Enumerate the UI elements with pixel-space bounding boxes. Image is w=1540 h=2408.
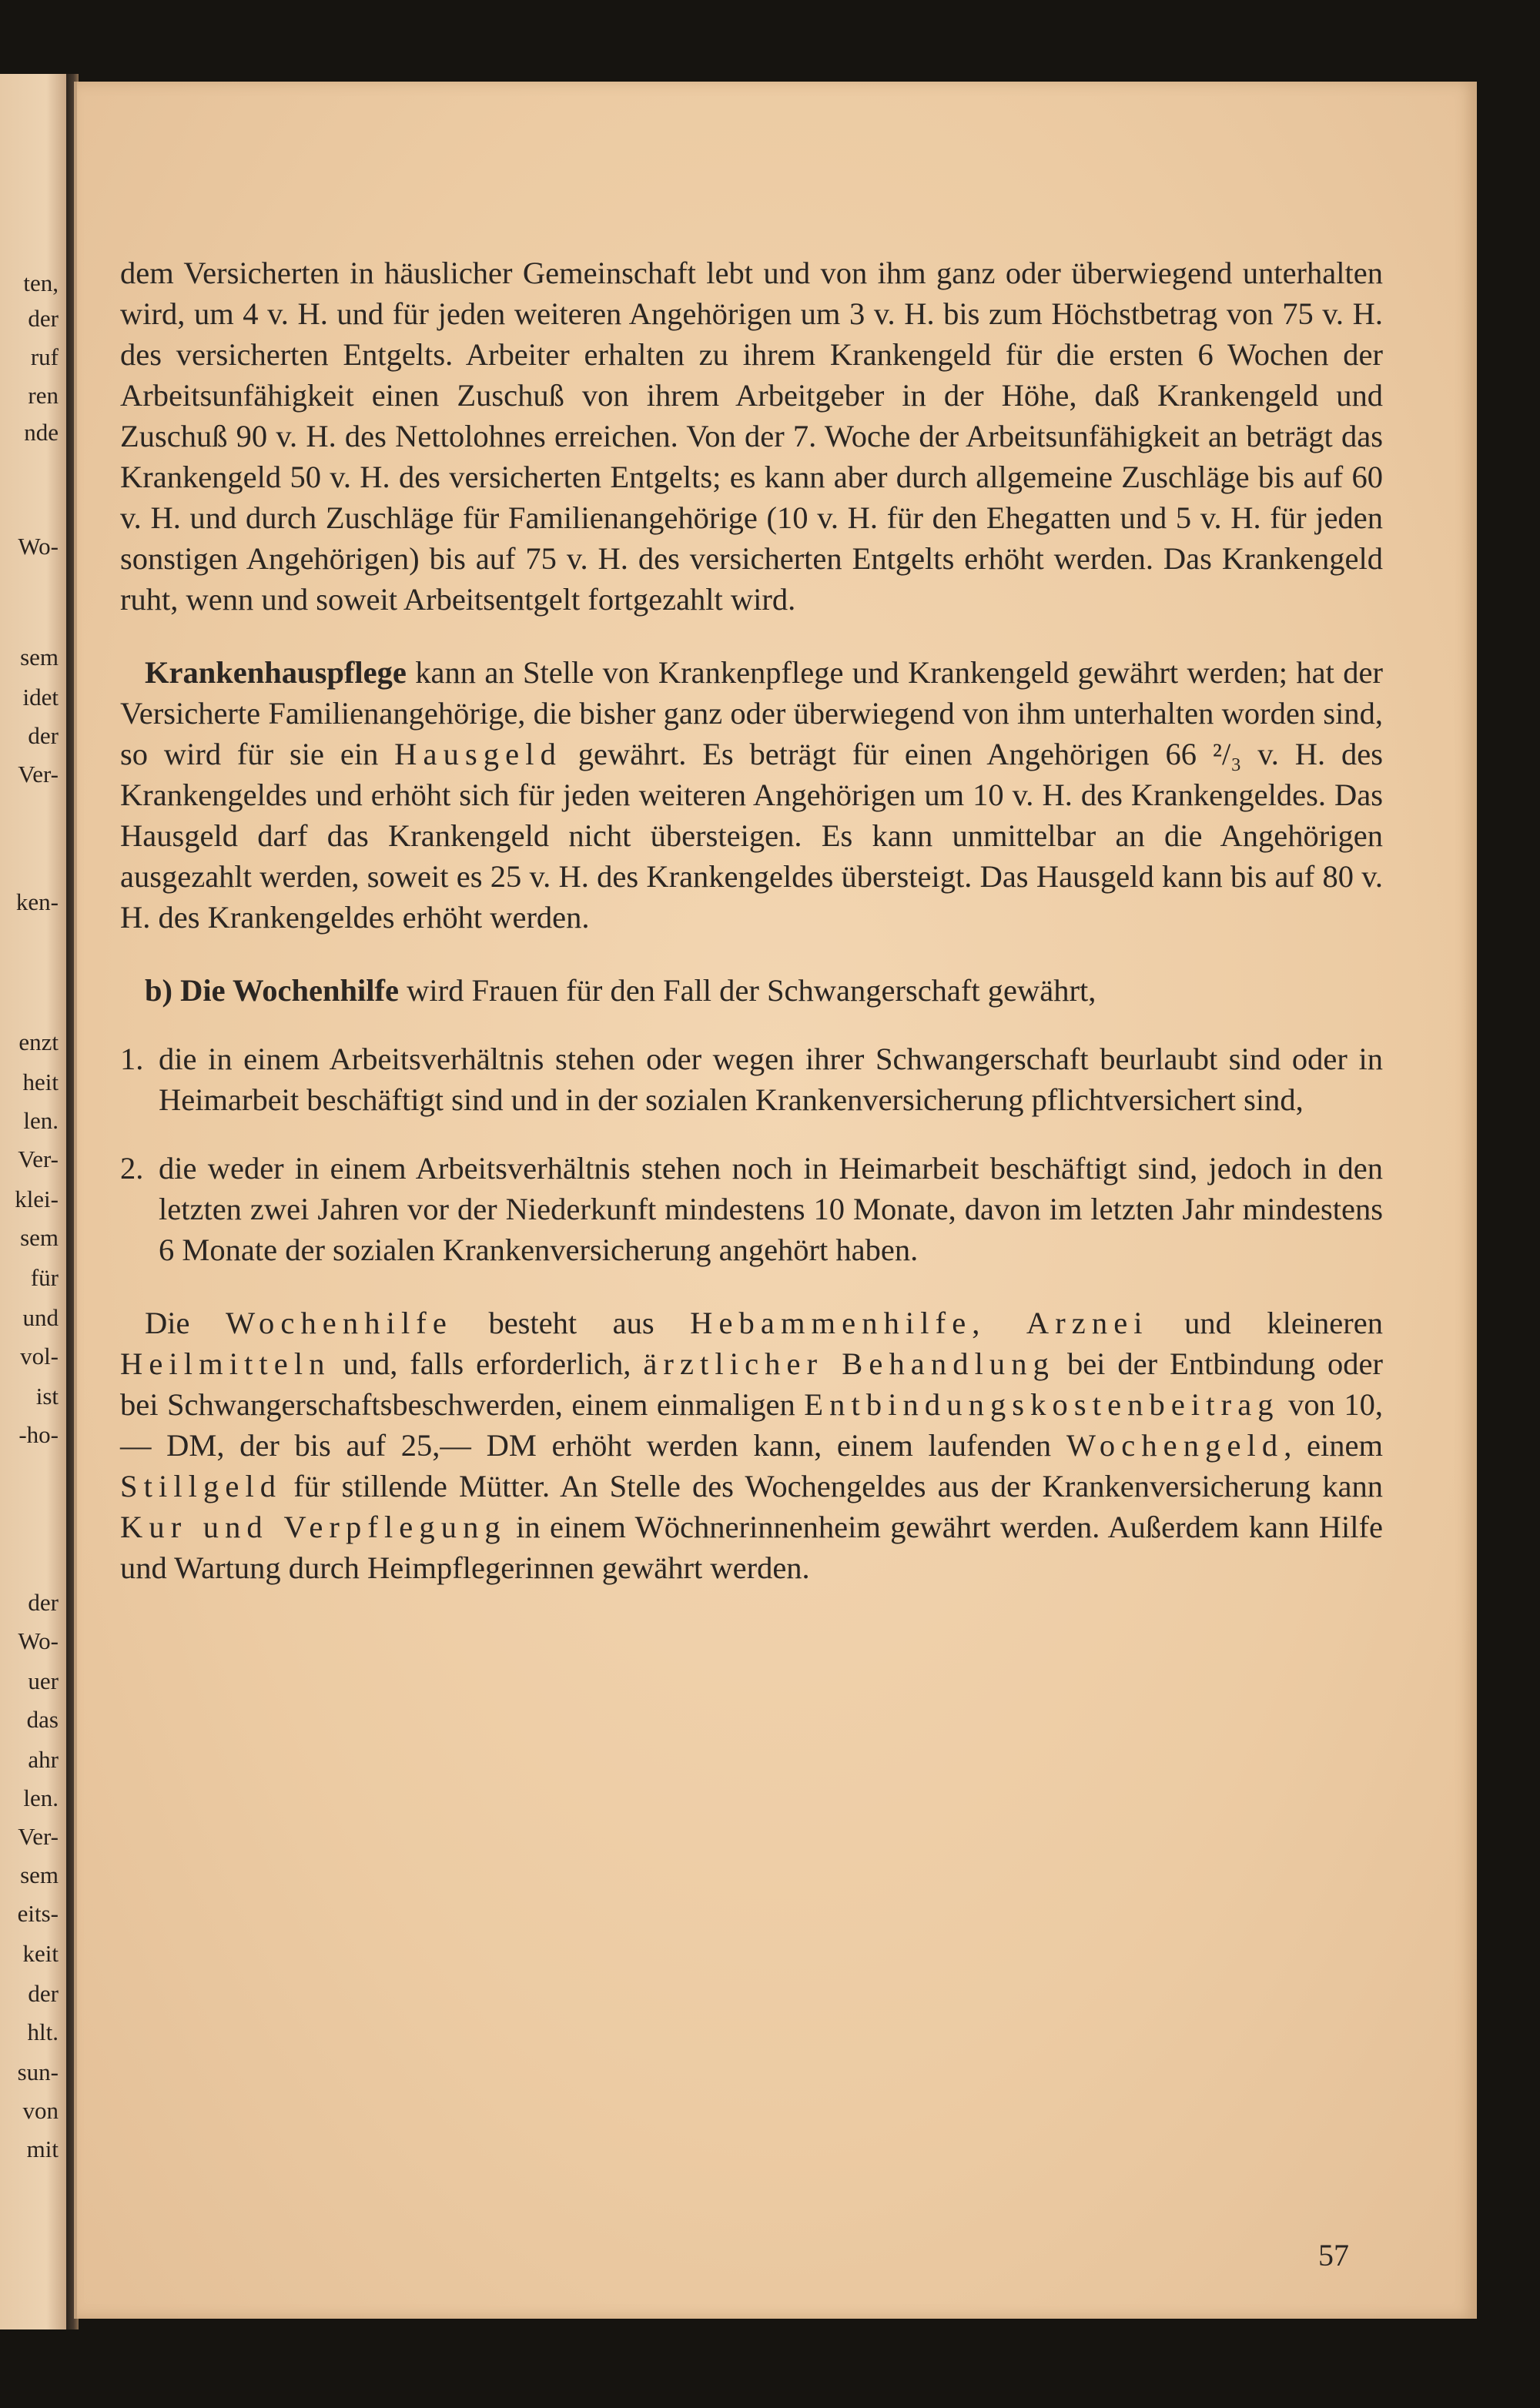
facing-page-fragment: heit	[22, 1069, 59, 1095]
list-item	[120, 1148, 1383, 1270]
list-item-number: 1.	[120, 1042, 144, 1076]
facing-page-fragment: Wo-	[18, 1627, 59, 1654]
term-spaced: Hebammenhilfe, Arznei	[690, 1306, 1149, 1340]
facing-page-fragment: von	[22, 2097, 59, 2124]
facing-page-fragment: das	[26, 1706, 59, 1733]
book-page	[74, 82, 1477, 2319]
facing-page-fragment: mit	[26, 2135, 59, 2162]
facing-page-fragment: sun-	[17, 2059, 59, 2085]
facing-page-fragment: sem	[20, 1861, 59, 1888]
paragraph-text: von 10,— DM, der bis auf 25,— DM erhöht werden kann, einem laufenden	[120, 1387, 1384, 1463]
paragraph-text: , einem	[1284, 1428, 1383, 1463]
term-spaced: Stillgeld	[120, 1469, 283, 1503]
paragraph-text: für stillende Mütter. An Stelle des Wochengeldes aus der Krankenversicherung kann	[282, 1469, 1383, 1503]
facing-page-fragment: sem	[20, 644, 59, 671]
facing-page-fragment: der	[28, 1980, 59, 2007]
facing-page-fragment: -ho-	[18, 1421, 59, 1448]
facing-page-fragment: ten,	[23, 269, 59, 296]
facing-page-fragment: vol-	[20, 1343, 59, 1370]
facing-page-fragment: der	[28, 722, 59, 749]
term-hausgeld: Hausgeld	[394, 737, 562, 771]
paragraph-text: dem Versicherten in häuslicher Gemeinschaft lebt und von ihm ganz oder überwiegend unterhalten wird, um 4 v. H. und für jeden weiteren Angehörigen um 3 v. H. bis zum Höchstbetrag von 75 v. H. des versicherten Entgelts. Arbeiter erhalten zu ihrem Krankengeld für die ersten 6 Wochen der Arbeitsunfähigkeit einen Zuschuß von ihrem Arbeitgeber in der Höhe, daß Krankengeld und Zuschuß 90 v. H. des Nettolohnes erreichen. Von der 7. Woche der Arbeitsunfähigkeit an beträgt das Krankengeld 50 v. H. des versicherten Entgelts; es kann aber durch allgemeine Zuschläge bis auf 60 v. H. und durch Zuschläge für Familienangehörige (10 v. H. für den Ehegatten und 5 v. H. für jeden sonstigen Angehörigen) bis auf 75 v. H. des versicherten Entgelts erhöht werden. Das Krankengeld ruht, wenn und soweit Arbeitsentgelt fortgezahlt wird.	[120, 256, 1383, 617]
paragraph-text: und, falls erforderlich,	[330, 1346, 644, 1381]
paragraph-text: besteht aus	[452, 1306, 691, 1340]
facing-page-fragment: len.	[23, 1107, 59, 1134]
facing-page-fragment: der	[28, 1589, 59, 1616]
paragraph-text: wird Frauen für den Fall der Schwangerschaft gewährt,	[399, 973, 1096, 1008]
paragraph-krankengeld	[120, 253, 1383, 620]
list-item-number: 2.	[120, 1151, 144, 1186]
paragraph-text: gewährt. Es beträgt für einen Angehörigen 66 ²/₃ v. H. des Krankengeldes und erhöht sich für jeden weiteren Angehörigen um 10 v. H. des Krankengeldes. Das Hausgeld darf das Krankengeld nicht übersteigen. Es kann unmittelbar an die Angehörigen ausgezahlt werden, soweit es 25 v. H. des Krankengeldes übersteigt. Das Hausgeld kann bis auf 80 v. H. des Krankengeldes erhöht werden.	[120, 737, 1383, 935]
facing-page-fragment: Ver-	[18, 1823, 59, 1850]
facing-page-fragment: hlt.	[27, 2018, 59, 2045]
facing-page-fragment: idet	[22, 684, 59, 711]
term-krankenhauspflege: Krankenhauspflege	[145, 655, 407, 690]
facing-page-edge	[0, 74, 66, 2329]
paragraph-text: bei der Entbindung oder bei Schwangerschaftsbeschwerden, einem einmaligen	[120, 1346, 1383, 1422]
page-body	[120, 253, 1383, 1588]
paragraph-text: und kleineren	[1148, 1306, 1383, 1340]
list-item	[120, 1038, 1383, 1120]
facing-page-fragment: nde	[24, 419, 59, 446]
term-spaced: Wochengeld	[1066, 1428, 1284, 1463]
term-spaced: Kur und Verpflegung	[120, 1510, 507, 1544]
facing-page-fragment: sem	[20, 1224, 59, 1251]
facing-page-fragment: keit	[22, 1940, 59, 1967]
facing-page-fragment: und	[22, 1304, 59, 1331]
list-item-text: die in einem Arbeitsverhältnis stehen oder wegen ihrer Schwangerschaft beurlaubt sind oder in Heimarbeit beschäftigt sind und in der sozialen Krankenversicherung pflichtversichert sind,	[159, 1042, 1383, 1117]
facing-page-fragment: für	[30, 1264, 59, 1291]
facing-page-fragment: klei-	[15, 1186, 59, 1212]
paragraph-text: in einem Wöchnerinnenheim gewährt werden. Außerdem kann Hilfe und Wartung durch Heimpflegerinnen gewährt werden.	[120, 1510, 1383, 1585]
paragraph-krankenhauspflege	[120, 652, 1383, 938]
facing-page-fragment: ist	[35, 1383, 59, 1410]
term-spaced: Heilmitteln	[120, 1346, 331, 1381]
facing-page-fragment: eits-	[17, 1900, 59, 1927]
facing-page-fragment: Wo-	[18, 533, 59, 560]
page-number: 57	[1318, 2238, 1349, 2273]
facing-page-fragment: ken-	[15, 888, 59, 915]
facing-page-fragment: enzt	[18, 1028, 59, 1055]
paragraph-wochenhilfe-leistungen	[120, 1303, 1383, 1588]
paragraph-text: kann an Stelle von Krankenpflege und Krankengeld gewährt werden; hat der Versicherte Familienangehörige, die bisher ganz oder überwiegend von ihm unterhalten worden sind, so wird für sie ein	[120, 655, 1383, 771]
facing-page-fragment: Ver-	[18, 761, 59, 788]
list-item-text: die weder in einem Arbeitsverhältnis stehen noch in Heimarbeit beschäftigt sind, jedoch in den letzten zwei Jahren vor der Niederkunft mindestens 10 Monate, davon im letzten Jahr mindestens 6 Monate der sozialen Krankenversicherung angehört haben.	[159, 1151, 1383, 1267]
term-wochenhilfe: b) Die Wochenhilfe	[145, 973, 400, 1008]
facing-page-fragment: len.	[23, 1784, 59, 1811]
facing-page-fragment: der	[28, 305, 59, 332]
paragraph-text: Die	[145, 1306, 226, 1340]
paragraph-wochenhilfe-intro	[120, 970, 1383, 1011]
facing-page-fragment: ren	[28, 382, 59, 409]
term-spaced: Wochenhilfe	[225, 1306, 453, 1340]
facing-page-fragment: ahr	[28, 1746, 59, 1773]
facing-page-fragment: ruf	[30, 343, 59, 370]
facing-page-fragment: Ver-	[18, 1145, 59, 1172]
term-spaced: Entbindungskostenbeitrag	[804, 1387, 1280, 1422]
facing-page-fragment: uer	[28, 1667, 59, 1694]
term-spaced: ärztlicher Behandlung	[643, 1346, 1055, 1381]
